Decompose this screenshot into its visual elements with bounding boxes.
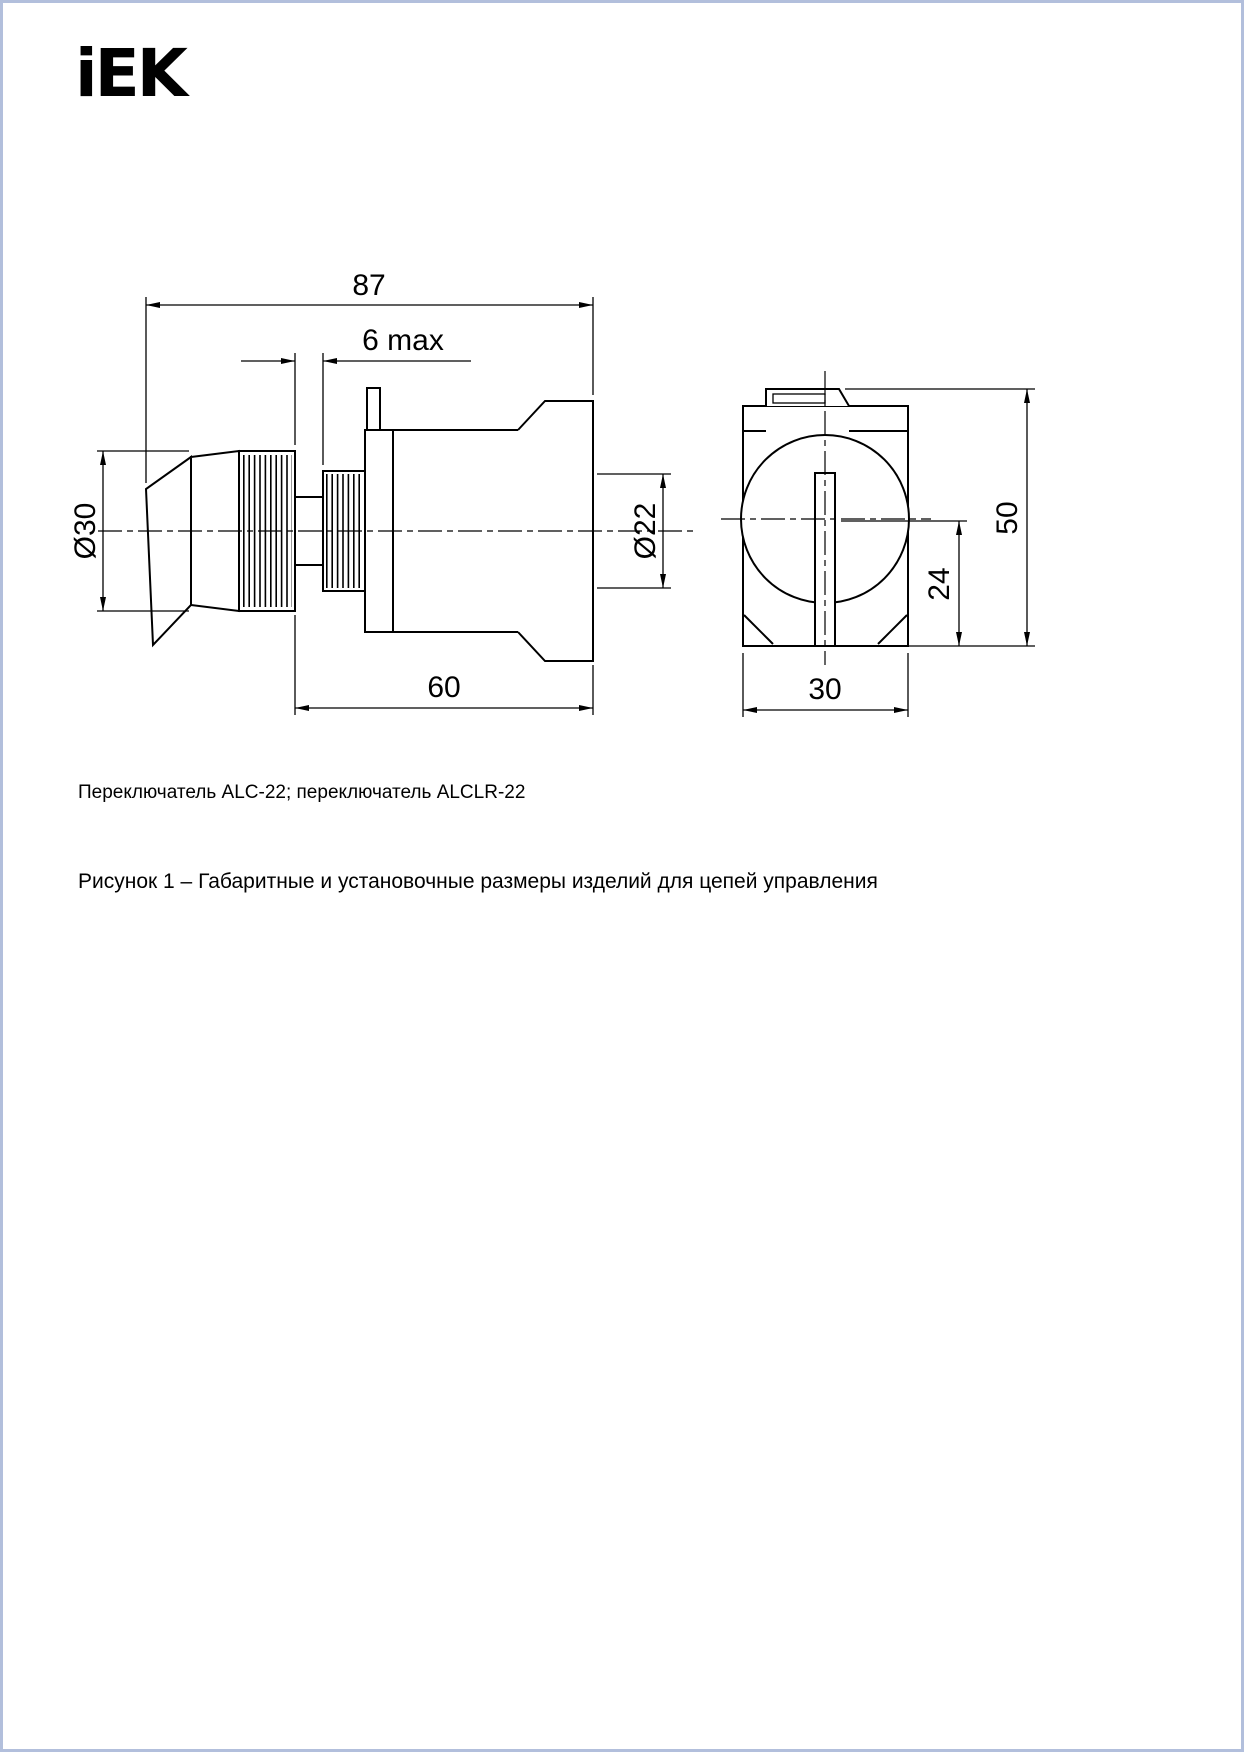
- dim-label-24: 24: [923, 567, 956, 601]
- technical-drawing: [3, 3, 1244, 763]
- figure-caption: Рисунок 1 – Габаритные и установочные размеры изделий для цепей управления: [78, 870, 878, 893]
- lever-handle: [146, 457, 191, 645]
- dim-label-87: 87: [352, 269, 386, 302]
- dim-label-50: 50: [991, 501, 1024, 535]
- dim-label-6max: 6 max: [362, 324, 444, 357]
- dim-label-d30: Ø30: [69, 502, 102, 560]
- dim-label-60: 60: [427, 671, 461, 704]
- side-view: [69, 269, 695, 715]
- front-view: [721, 371, 1035, 717]
- product-line-text: Переключатель ALC-22; переключатель ALCLR-22: [78, 782, 526, 803]
- anti-rotation-pin: [367, 388, 380, 430]
- dim-label-30: 30: [808, 673, 842, 706]
- dim-label-d22: Ø22: [629, 502, 662, 560]
- iek-logo: iEK: [75, 35, 185, 112]
